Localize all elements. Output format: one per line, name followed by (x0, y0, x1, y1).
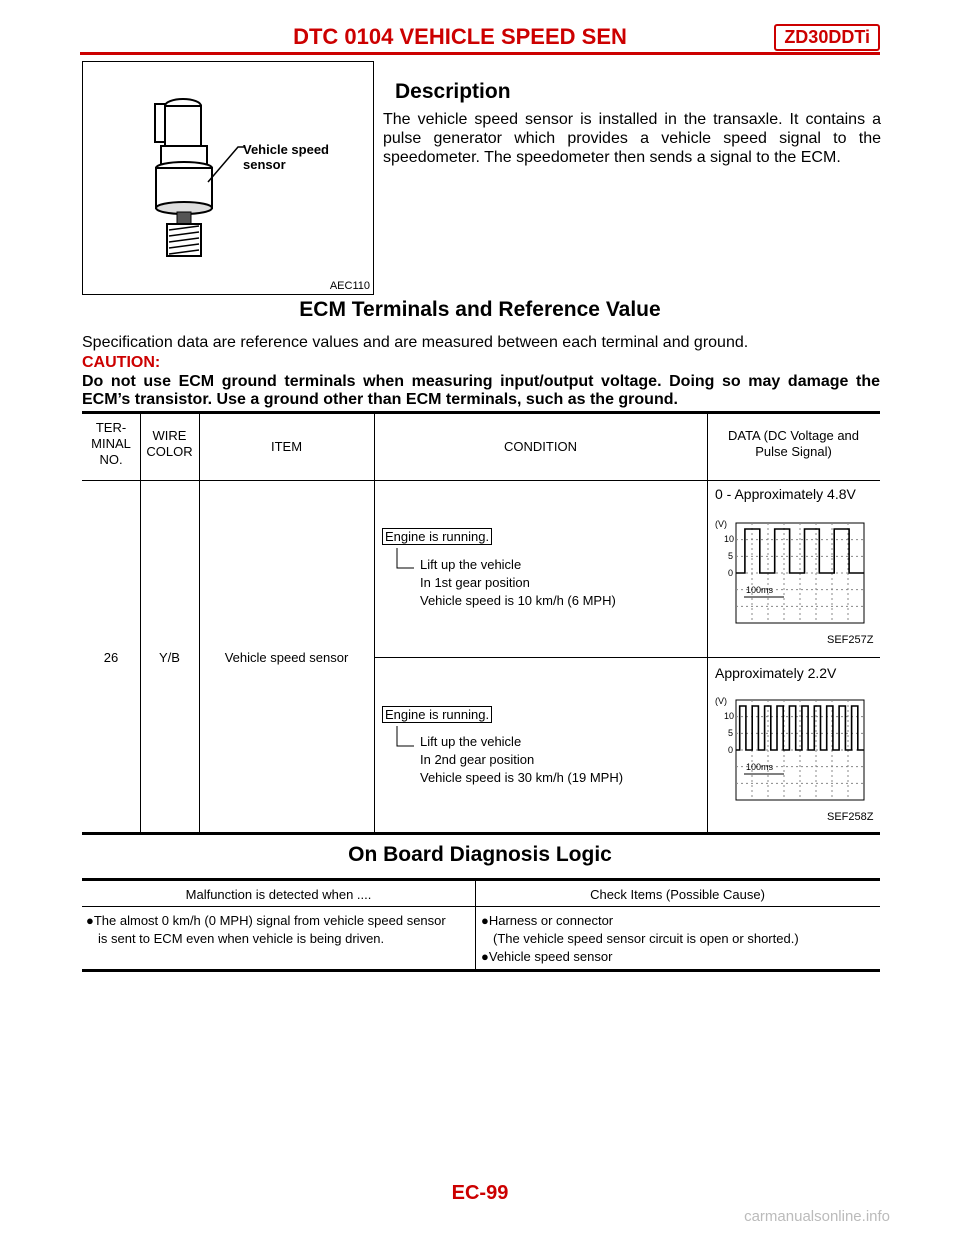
pulse-waveform (736, 529, 864, 573)
condition-line: In 1st gear position (420, 575, 530, 590)
check-item-text: (The vehicle speed sensor circuit is open or shorted.) (493, 931, 799, 946)
malfunction-line (86, 912, 446, 930)
condition-line: Vehicle speed is 30 km/h (19 MPH) (420, 770, 624, 785)
condition-line: In 2nd gear position (420, 752, 535, 767)
description-heading: Description (395, 80, 511, 103)
bullet-icon: ● (481, 949, 489, 964)
header-item: ITEM (270, 439, 303, 454)
axis-label: 10 (724, 711, 735, 721)
header-data: DATA (DC Voltage and Pulse Signal) (727, 428, 860, 459)
obd-header-rule (82, 906, 880, 907)
vehicle-speed-sensor-illustration (83, 62, 373, 294)
col-divider (140, 413, 141, 833)
wire-color: Y/B (159, 650, 180, 665)
caution-text: Do not use ECM ground terminals when measuring input/output voltage. Doing so may damage the ECM’s transistor. Use a ground other than ECM terminals, such as the ground. (82, 373, 880, 408)
axis-label: 0 (728, 745, 734, 755)
axis-label: 0 (728, 568, 734, 578)
obd-top-rule (82, 878, 880, 881)
bullet-icon: ● (86, 913, 94, 928)
axis-label: 5 (728, 551, 734, 561)
table-header-rule (82, 480, 880, 481)
check-item-text: Vehicle speed sensor (488, 949, 613, 964)
figure-id: SEF258Z (827, 811, 874, 823)
condition-line: Lift up the vehicle (420, 734, 522, 749)
time-scale-label: 100ms (746, 585, 774, 595)
terminal-no: 26 (103, 650, 119, 665)
obd-bottom-rule (82, 969, 880, 972)
sensor-figure (82, 61, 374, 295)
check-item (481, 912, 799, 930)
col-divider (199, 413, 200, 833)
header-wire-color: WIRE COLOR (146, 428, 193, 459)
check-item (481, 930, 799, 948)
condition-state: Engine is running. (382, 706, 492, 723)
model-badge: ZD30DDTi (774, 24, 880, 51)
check-items-list (481, 912, 799, 966)
page-header (80, 22, 880, 52)
spec-note: Specification data are reference values and are measured between each terminal and ground. (82, 334, 749, 351)
table-bottom-rule (82, 832, 880, 835)
item-name: Vehicle speed sensor (224, 650, 349, 665)
condition-details (420, 733, 623, 787)
watermark: carmanualsonline.info (744, 1208, 890, 1225)
col-divider (707, 413, 708, 833)
obd-heading: On Board Diagnosis Logic (348, 843, 612, 866)
sensor-label: Vehicle speed sensor (243, 142, 329, 172)
condition-line: Vehicle speed is 10 km/h (6 MPH) (420, 593, 616, 608)
caution-label: CAUTION: (82, 354, 161, 371)
condition-state: Engine is running. (382, 528, 492, 545)
condition-details (420, 556, 616, 610)
malfunction-text: The almost 0 km/h (0 MPH) signal from vehicle speed sensor (93, 913, 446, 928)
check-item-text: Harness or connector (488, 913, 614, 928)
axis-label: 5 (728, 728, 734, 738)
page-title: DTC 0104 VEHICLE SPEED SEN (293, 24, 627, 49)
data-value: 0 - Approximately 4.8V (715, 486, 856, 502)
axis-label: (V) (715, 519, 727, 529)
malfunction-condition (86, 912, 446, 948)
axis-label: (V) (715, 696, 727, 706)
data-value: Approximately 2.2V (715, 665, 837, 681)
pulse-waveform-chart (712, 694, 876, 802)
figure-id: AEC110 (329, 280, 370, 292)
header-condition: CONDITION (504, 439, 577, 454)
pulse-waveform (736, 706, 864, 750)
page-number: EC-99 (451, 1182, 509, 1204)
check-item (481, 948, 799, 966)
description-text: The vehicle speed sensor is installed in the transaxle. It contains a pulse generator which provides a vehicle speed signal to the speedometer. The speedometer then sends a signal to the ECM. (383, 111, 881, 166)
obd-header-malfunction: Malfunction is detected when .... (185, 887, 372, 902)
header-rule (80, 52, 880, 55)
figure-id: SEF257Z (827, 634, 874, 646)
ecm-heading: ECM Terminals and Reference Value (299, 298, 661, 321)
pulse-waveform-chart (712, 517, 876, 625)
col-divider (374, 413, 375, 833)
condition-line: Lift up the vehicle (420, 557, 522, 572)
table-row-divider (374, 657, 880, 658)
bullet-icon: ● (481, 913, 489, 928)
header-terminal: TER- MINAL NO. (91, 420, 131, 467)
condition-bracket-icon (396, 726, 416, 748)
time-scale-label: 100ms (746, 762, 774, 772)
axis-label: 10 (724, 534, 735, 544)
obd-header-check-items: Check Items (Possible Cause) (590, 887, 765, 902)
malfunction-line (86, 930, 446, 948)
condition-bracket-icon (396, 548, 416, 570)
table-top-rule (82, 411, 880, 414)
malfunction-text: is sent to ECM even when vehicle is being driven. (98, 931, 385, 946)
